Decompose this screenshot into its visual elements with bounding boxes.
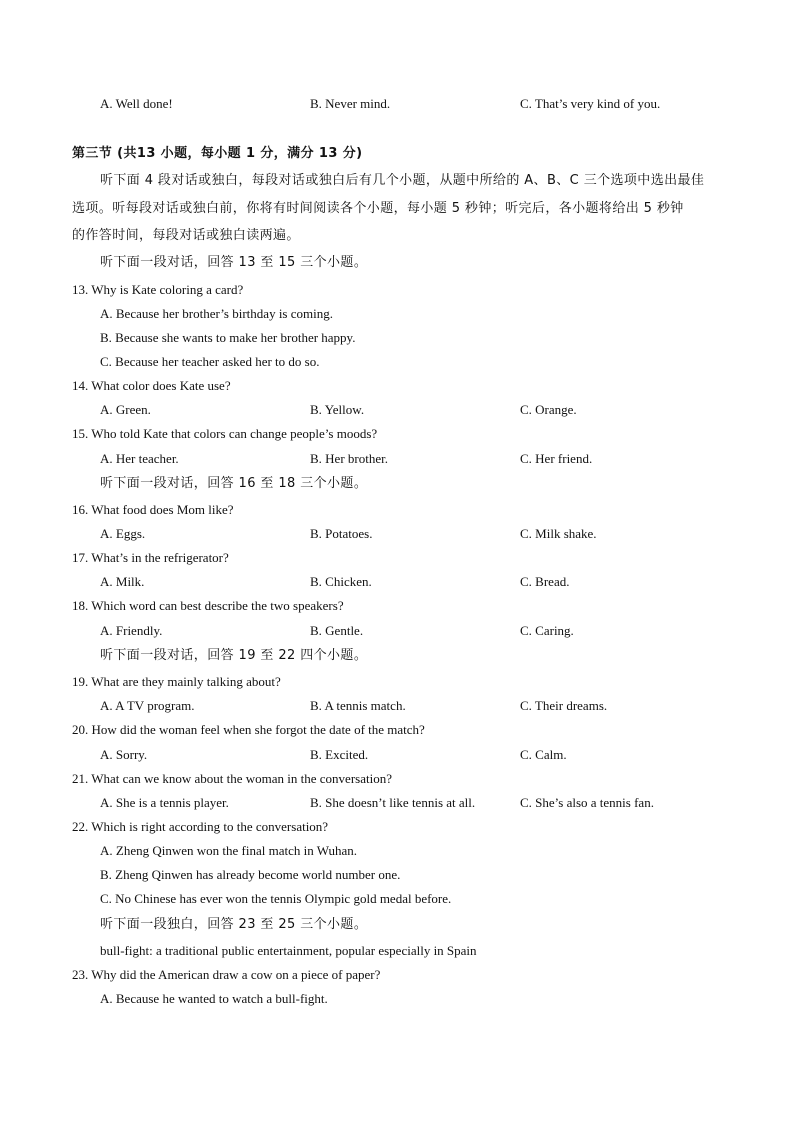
q21-option-b: B. She doesn’t like tennis at all. xyxy=(310,795,476,810)
question-14: 14. What color does Kate use? xyxy=(72,378,231,393)
q13-option-c: C. Because her teacher asked her to do so. xyxy=(100,354,320,369)
section3-instruction-2: 选项。听每段对话或独白前，你将有时间阅读各个小题，每小题 5 秒钟；听完后，各小题将给出 5 秒钟 xyxy=(72,201,684,216)
q17-option-b: B. Chicken. xyxy=(310,574,372,589)
q16-option-a: A. Eggs. xyxy=(100,526,146,541)
q12-option-a: A. Well done! xyxy=(100,96,173,111)
q18-option-a: A. Friendly. xyxy=(100,623,163,638)
q22-option-c: C. No Chinese has ever won the tennis Olympic gold medal before. xyxy=(100,891,452,906)
question-20: 20. How did the woman feel when she forgot the date of the match? xyxy=(72,722,425,737)
question-15: 15. Who told Kate that colors can change people’s moods? xyxy=(72,426,378,441)
question-17: 17. What’s in the refrigerator? xyxy=(72,550,229,565)
q17-option-a: A. Milk. xyxy=(100,574,145,589)
q21-option-c: C. She’s also a tennis fan. xyxy=(520,795,654,810)
q20-option-b: B. Excited. xyxy=(310,747,369,762)
q20-option-a: A. Sorry. xyxy=(100,747,148,762)
section3-instruction-3: 的作答时间，每段对话或独白读两遍。 xyxy=(72,228,300,243)
section3-heading: 第三节 (共13 小题，每小题 1 分，满分 13 分) xyxy=(72,146,363,161)
question-19: 19. What are they mainly talking about? xyxy=(72,674,281,689)
q22-option-b: B. Zheng Qinwen has already become world number one. xyxy=(100,867,401,882)
q19-option-c: C. Their dreams. xyxy=(520,698,608,713)
q19-option-b: B. A tennis match. xyxy=(310,698,406,713)
glossary-note: bull-fight: a traditional public entertainment, popular especially in Spain xyxy=(100,943,477,958)
q13-option-b: B. Because she wants to make her brother happy. xyxy=(100,330,356,345)
q12-option-b: B. Never mind. xyxy=(310,96,391,111)
q16-option-c: C. Milk shake. xyxy=(520,526,597,541)
q14-option-c: C. Orange. xyxy=(520,402,577,417)
q19-option-a: A. A TV program. xyxy=(100,698,195,713)
question-23: 23. Why did the American draw a cow on a piece of paper? xyxy=(72,967,381,982)
q21-option-a: A. She is a tennis player. xyxy=(100,795,229,810)
question-21: 21. What can we know about the woman in the conversation? xyxy=(72,771,392,786)
q23-option-a: A. Because he wanted to watch a bull-fight. xyxy=(100,991,328,1006)
q12-option-c: C. That’s very kind of you. xyxy=(520,96,661,111)
q20-option-c: C. Calm. xyxy=(520,747,567,762)
q18-option-c: C. Caring. xyxy=(520,623,574,638)
q15-option-b: B. Her brother. xyxy=(310,451,388,466)
dialogue2-intro: 听下面一段对话，回答 16 至 18 三个小题。 xyxy=(100,476,368,491)
q14-option-a: A. Green. xyxy=(100,402,151,417)
q15-option-a: A. Her teacher. xyxy=(100,451,179,466)
q17-option-c: C. Bread. xyxy=(520,574,570,589)
section3-instruction-1: 听下面 4 段对话或独白，每段对话或独白后有几个小题，从题中所给的 A、B、C 三个选项中选出最佳 xyxy=(100,173,705,188)
q14-option-b: B. Yellow. xyxy=(310,402,365,417)
dialogue1-intro: 听下面一段对话，回答 13 至 15 三个小题。 xyxy=(100,255,368,270)
question-18: 18. Which word can best describe the two speakers? xyxy=(72,598,344,613)
q18-option-b: B. Gentle. xyxy=(310,623,364,638)
q13-option-a: A. Because her brother’s birthday is coming. xyxy=(100,306,333,321)
dialogue3-intro: 听下面一段对话，回答 19 至 22 四个小题。 xyxy=(100,648,368,663)
q22-option-a: A. Zheng Qinwen won the final match in Wuhan. xyxy=(100,843,358,858)
monologue-intro: 听下面一段独白，回答 23 至 25 三个小题。 xyxy=(100,917,368,932)
q16-option-b: B. Potatoes. xyxy=(310,526,373,541)
question-22: 22. Which is right according to the conversation? xyxy=(72,819,329,834)
question-13: 13. Why is Kate coloring a card? xyxy=(72,282,244,297)
q15-option-c: C. Her friend. xyxy=(520,451,593,466)
question-16: 16. What food does Mom like? xyxy=(72,502,234,517)
